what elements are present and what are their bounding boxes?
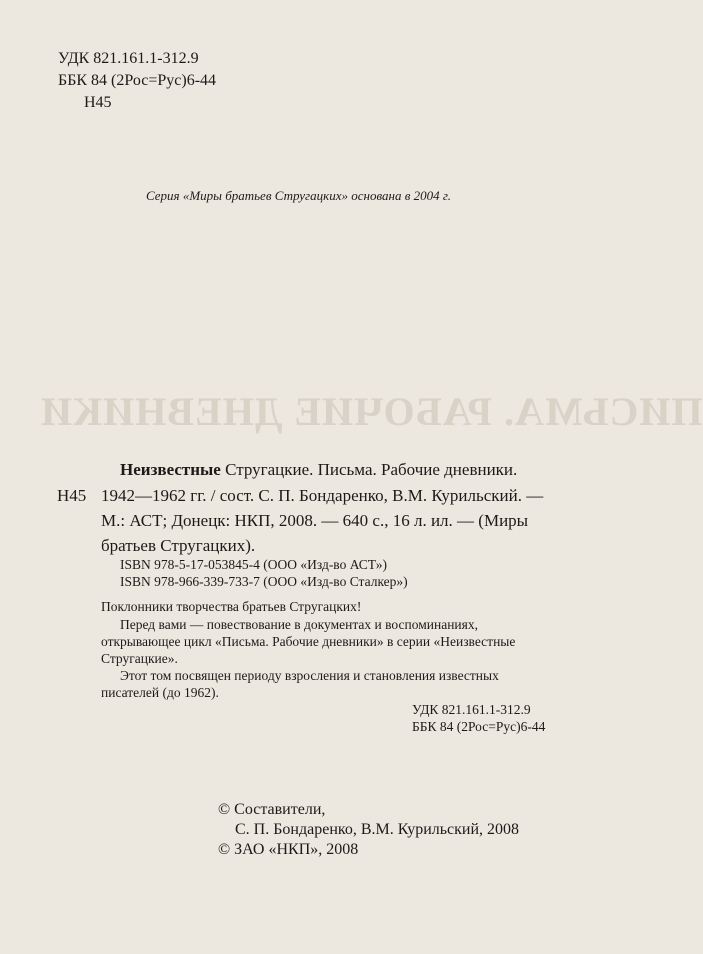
title-rest: Стругацкие. Письма. Рабочие дневники. — [220, 460, 518, 479]
copyright-line-2: С. П. Бондаренко, В.М. Курильский, 2008 — [235, 821, 520, 838]
show-through-watermark: ПИСЬМА. РАБОЧИЕ ДНЕВНИКИ — [40, 389, 703, 434]
bibliographic-line-3: М.: АСТ; Донецк: НКП, 2008. — 640 с., 16 л. ил. — (Миры — [101, 511, 529, 530]
abstract-line-2: Перед вами — повествование в документах и воспоминаниях, — [120, 617, 478, 632]
abstract-line-5: Этот том посвящен периоду взросления и становления известных — [120, 668, 499, 683]
abstract-line-1: Поклонники творчества братьев Стругацких! — [101, 599, 362, 614]
bibliographic-line-4: братьев Стругацких). — [101, 536, 256, 555]
bbk-code: ББК 84 (2Рос=Рус)6-44 — [58, 72, 217, 89]
udk-code: УДК 821.161.1-312.9 — [58, 50, 199, 67]
abstract-line-6: писателей (до 1962). — [101, 685, 219, 700]
title-bold: Неизвестные — [120, 460, 221, 479]
series-note: Серия «Миры братьев Стругацких» основана в 2004 г. — [146, 188, 451, 203]
udk-code-repeat: УДК 821.161.1-312.9 — [412, 702, 531, 717]
author-mark: Н45 — [84, 94, 112, 111]
isbn-1: ISBN 978-5-17-053845-4 (ООО «Изд-во АСТ») — [120, 557, 387, 572]
bibliographic-line-1 — [120, 460, 517, 480]
bbk-code-repeat: ББК 84 (2Рос=Рус)6-44 — [412, 719, 546, 734]
abstract-line-3: открывающее цикл «Письма. Рабочие дневники» в серии «Неизвестные — [101, 634, 516, 649]
abstract-line-4: Стругацкие». — [101, 651, 178, 666]
bibliographic-line-2: 1942—1962 гг. / сост. С. П. Бондаренко, В.М. Курильский. — — [101, 486, 544, 505]
bibliographic-author-mark: Н45 — [57, 486, 87, 505]
copyright-line-3: © ЗАО «НКП», 2008 — [218, 841, 359, 858]
copyright-line-1: © Составители, — [218, 801, 326, 818]
isbn-2: ISBN 978-966-339-733-7 (ООО «Изд-во Сталкер») — [120, 574, 408, 589]
